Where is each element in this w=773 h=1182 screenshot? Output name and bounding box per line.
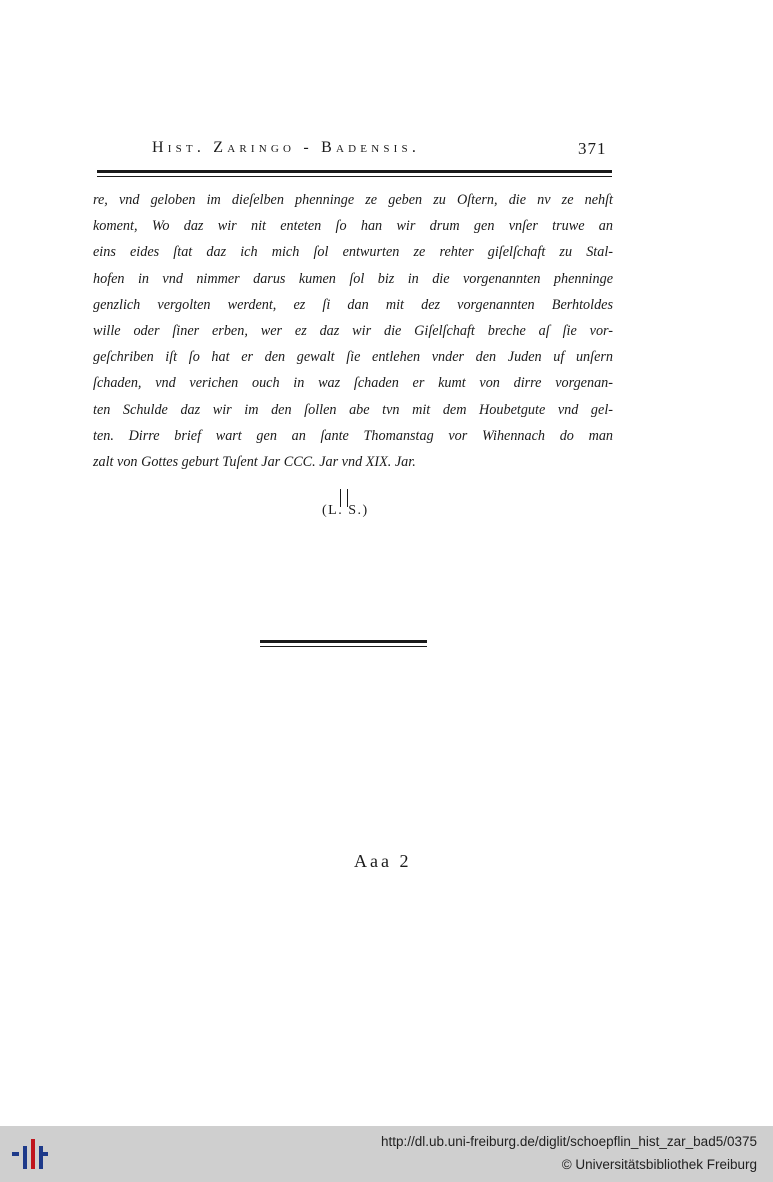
viewer-footer xyxy=(0,1126,773,1182)
closing-rule-thin xyxy=(260,646,427,647)
copyright-notice: © Universitätsbibliothek Freiburg xyxy=(561,1157,757,1172)
body-line: koment, Wo daz wir nit enteten ſo han wir drum gen vnſer truwe an xyxy=(93,218,613,235)
body-line: hofen in vnd nimmer darus kumen ſol biz in die vorgenannten phenninge xyxy=(93,270,613,287)
body-line: zalt von Gottes geburt Tuſent Jar CCC. Jar vnd XIX. Jar. xyxy=(93,454,416,471)
body-line: eins eides ſtat daz ich mich ſol entwurten ze rehter giſelſchaft zu Stal- xyxy=(93,244,613,261)
seal-placeholder: (L. S.) xyxy=(322,503,369,518)
body-line: ſchaden, vnd verichen ouch in waz ſchaden er kumt von dirre vorgenan- xyxy=(93,375,613,392)
ub-freiburg-logo-icon xyxy=(10,1135,50,1175)
body-line: genzlich vergolten werdent, ez ſi dan mit dez vorgenannten Berhtoldes xyxy=(93,296,613,313)
running-head: Hist. Zaringo - Badensis. xyxy=(152,139,421,156)
page-url-link[interactable]: http://dl.ub.uni-freiburg.de/diglit/schoepflin_hist_zar_bad5/0375 xyxy=(380,1134,757,1149)
printer-signature-mark: Aaa 2 xyxy=(354,851,412,871)
header-rule-thin xyxy=(97,176,612,177)
header-rule-thick xyxy=(97,170,612,173)
body-line: re, vnd geloben im dieſelben phenninge ze geben zu Oſtern, die nv ze nehſt xyxy=(93,192,613,208)
closing-rule-thick xyxy=(260,640,427,643)
body-line: geſchriben iſt ſo hat er den gewalt ſie entlehen vnder den Juden uf unſern xyxy=(93,349,613,366)
body-line: wille oder ſiner erben, wer ez daz wir die Giſelſchaft breche aſ ſie vor- xyxy=(93,323,613,340)
body-line: ten Schulde daz wir im den ſollen abe tvn mit dem Houbetgute vnd gel- xyxy=(93,401,613,418)
body-line: ten. Dirre brief wart gen an ſante Thomanstag vor Wihennach do man xyxy=(93,427,613,444)
document-body xyxy=(93,187,613,475)
page-number: 371 xyxy=(578,139,607,158)
